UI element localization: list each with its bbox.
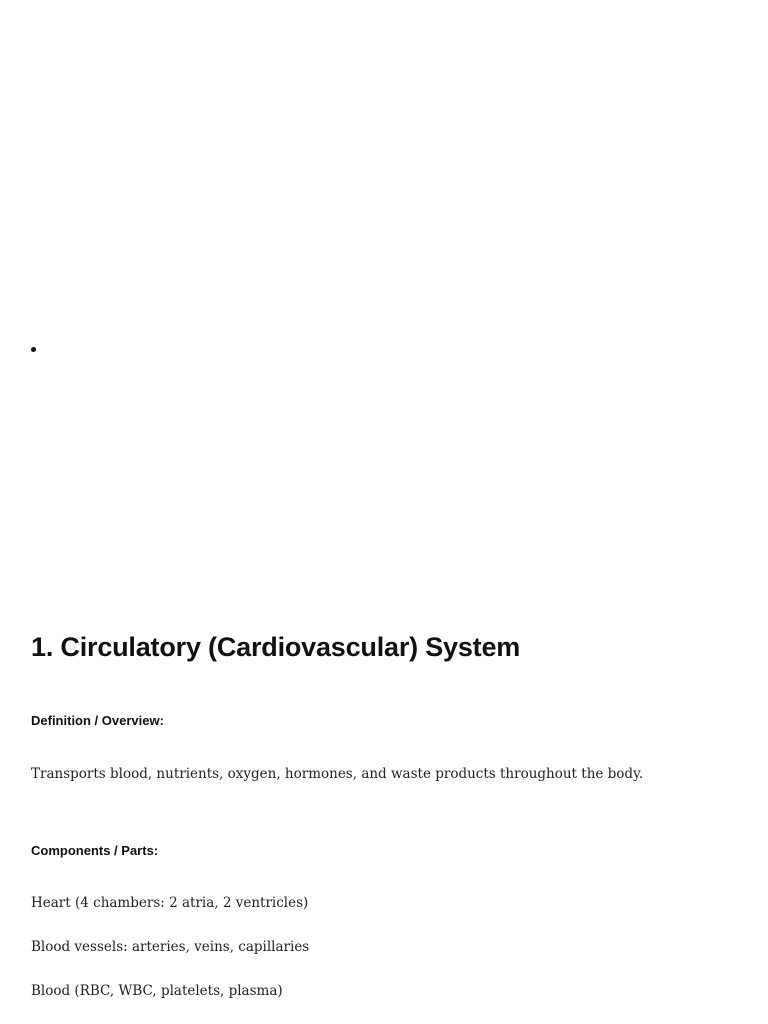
definition-text: Transports blood, nutrients, oxygen, hormones, and waste products throughout the body. bbox=[31, 766, 644, 782]
component-item-heart: Heart (4 chambers: 2 atria, 2 ventricles) bbox=[31, 895, 309, 911]
definition-heading: Definition / Overview: bbox=[31, 713, 164, 728]
component-item-blood: Blood (RBC, WBC, platelets, plasma) bbox=[31, 983, 283, 999]
section-title: 1. Circulatory (Cardiovascular) System bbox=[31, 632, 521, 662]
empty-bullet-list-item bbox=[31, 338, 36, 352]
components-heading: Components / Parts: bbox=[31, 843, 159, 858]
component-item-blood-vessels: Blood vessels: arteries, veins, capillaries bbox=[31, 939, 310, 955]
bullet-dot-icon bbox=[31, 347, 36, 352]
